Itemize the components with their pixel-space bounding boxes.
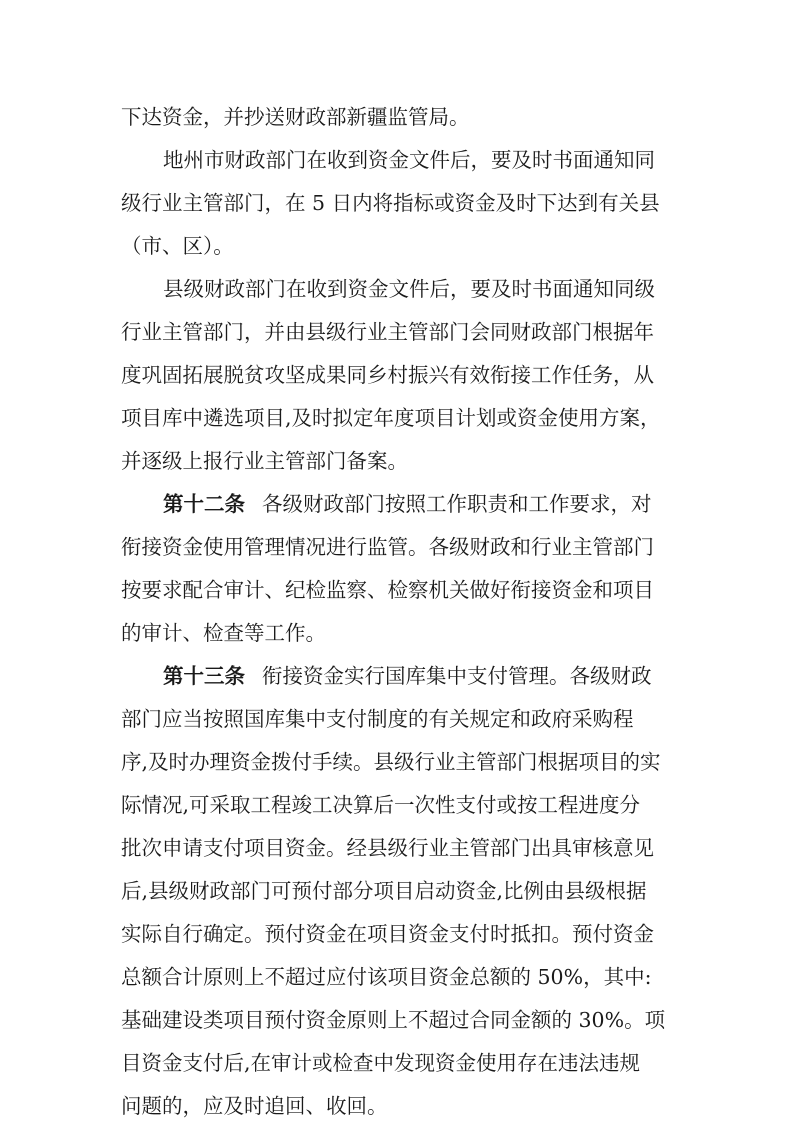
text-line-content: 项目库中遴选项目,及时拟定年度项目计划或资金使用方案， [121,406,661,430]
text-line-content: 的审计、检查等工作。 [121,621,326,645]
text-line [0,97,793,137]
text-line [0,527,793,567]
text-line [0,828,793,868]
text-line-content: 衔接资金实行国库集中支付管理。各级财政 [262,664,652,688]
text-line-content: 各级财政部门按照工作职责和工作要求，对 [262,492,652,516]
text-line-content: 实际自行确定。预付资金在项目资金支付时抵扣。预付资金 [121,922,654,946]
text-line-content: 际情况,可采取工程竣工决算后一次性支付或按工程进度分 [121,793,641,817]
text-line-content: 按要求配合审计、纪检监察、检察机关做好衔接资金和项目 [121,578,654,602]
text-line-content: 下达资金，并抄送财政部新疆监管局。 [121,105,470,129]
text-line-content: 总额合计原则上不超过应付该项目资金总额的 50%，其中: [121,965,652,989]
text-line [0,699,793,739]
text-line-content: 衔接资金使用管理情况进行监管。各级财政和行业主管部门 [121,535,654,559]
text-line-content: 度巩固拓展脱贫攻坚成果同乡村振兴有效衔接工作任务，从 [121,363,654,387]
text-line-content: 县级财政部门在收到资金文件后，要及时书面通知同级 [163,277,655,301]
text-line-content: 后,县级财政部门可预付部分项目启动资金,比例由县级根据 [121,879,647,903]
text-line [0,742,793,782]
article-13-heading: 第十三条 [163,664,245,688]
text-line [0,183,793,223]
text-line-content: 批次申请支付项目资金。经县级行业主管部门出具审核意见 [121,836,654,860]
text-line-content: 序,及时办理资金拨付手续。县级行业主管部门根据项目的实 [121,750,661,774]
text-line [0,570,793,610]
text-line-content: （市、区）。 [121,234,234,258]
text-line [0,1043,793,1083]
text-line-content: 基础建设类项目预付资金原则上不超过合同金额的 30%。项 [121,1008,666,1032]
text-line [0,1086,793,1126]
text-line [0,957,793,997]
text-line [0,914,793,954]
article-13-first-line [0,656,793,696]
text-line [0,355,793,395]
text-line-content: 目资金支付后,在审计或检查中发现资金使用存在违法违规 [121,1051,641,1075]
text-line [0,312,793,352]
text-line-content: 地州市财政部门在收到资金文件后，要及时书面通知同 [163,148,655,172]
text-line [0,441,793,481]
text-line [0,785,793,825]
text-line [0,871,793,911]
text-line-content: 级行业主管部门，在 5 日内将指标或资金及时下达到有关县 [121,191,660,215]
text-line [0,613,793,653]
text-line-content: 问题的，应及时追回、收回。 [121,1094,388,1118]
text-line [0,1000,793,1040]
article-12-first-line [0,484,793,524]
text-line [0,226,793,266]
article-12-heading: 第十二条 [163,492,245,516]
text-line-content: 并逐级上报行业主管部门备案。 [121,449,408,473]
text-line [0,269,793,309]
text-line-content: 行业主管部门，并由县级行业主管部门会同财政部门根据年 [121,320,654,344]
text-line [0,398,793,438]
text-line [0,140,793,180]
text-line-content: 部门应当按照国库集中支付制度的有关规定和政府采购程 [121,707,634,731]
